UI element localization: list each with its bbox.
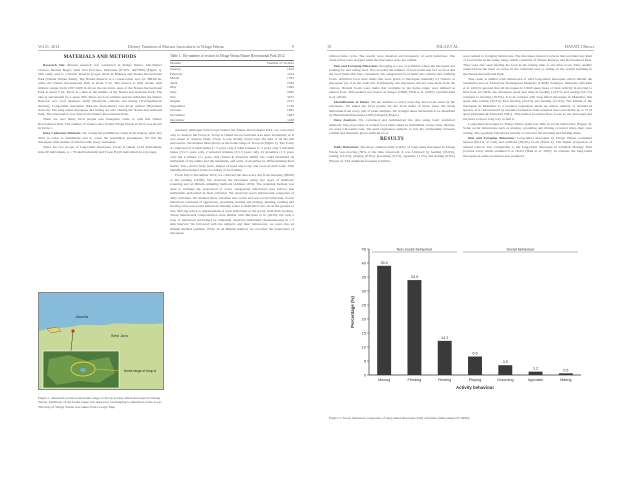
visitors-table bbox=[170, 60, 294, 123]
bar-value-label: 1.2 bbox=[532, 366, 539, 371]
section-title-methods: MATERIALS AND METHODS bbox=[63, 55, 137, 60]
y-tick-label: 5 bbox=[363, 358, 366, 364]
subheading-diet-foraging-2: Diet and Foraging Behaviour. bbox=[468, 135, 516, 140]
x-tick-label: Moving bbox=[378, 378, 391, 382]
table-cell-visitors: 1168 bbox=[214, 118, 294, 123]
table-cell-month: September bbox=[170, 103, 185, 108]
right-column-2 bbox=[463, 54, 592, 236]
table-cell-visitors: 1825 bbox=[287, 108, 294, 113]
table-cell-visitors: 2482 bbox=[287, 89, 294, 94]
header-page-number: 9 bbox=[291, 44, 294, 49]
figure-2-caption: Figure 2. Seven behaviour categories of long-tailed macaques daily activities (time budget N=4930). bbox=[329, 416, 470, 420]
left-column-2 bbox=[170, 54, 294, 434]
x-tick-label: Agonistic bbox=[527, 378, 544, 382]
table-cell-visitors: 1793 bbox=[287, 76, 294, 81]
table-cell-month: April bbox=[170, 80, 178, 85]
table-cell-month: January bbox=[170, 67, 181, 71]
table-cell-month: March bbox=[170, 76, 180, 81]
x-tick-label: Mating bbox=[560, 378, 572, 382]
paragraph-troop-a: assessed. Although both troops visited the Nature Recreational Park, we concerned only to observe the Troop A. Troop A visited the recreational area more frequently, so it was easier to observe them. Troop A was mostly found near the lake or in the hill surround it. We marked three places as the home range of Troop A (Figure 1). The Troop A composed of 9 adult males (> 5 years old), 8 adult females (> 5 years old), 5 subadult males (3.5-5 years old), 2 subadult females (3.5-5 years old), 21 juveniles (1-3 years old) and 2 infants (<1 years old) (Yusuf & Tsuchiva 2009). We could identified all individual of the adults and the subadults, and some of juveniles by differentiating their marks, hair colours body sizes, shapes of head and body, and scars in their body. This identification helped in the recording of food items. bbox=[170, 128, 294, 173]
bar-feeding bbox=[407, 280, 421, 375]
table-cell-visitors: 1730 bbox=[287, 103, 294, 108]
map-legend-label: Home range of troop A bbox=[124, 369, 157, 373]
group-label: Non-social behaviour bbox=[396, 247, 433, 252]
table-cell-visitors: 2157 bbox=[287, 99, 294, 104]
subheading-daily-behaviour: Daily Behaviour. bbox=[334, 145, 360, 150]
paragraph-foraging-related: were related to foraging behaviours. The macaques moved to places that provided any kind of food items in the home range which consisted of Nature Reserve and Recreational Park. They were also seen feeding the food in the resting time or rest after noon. They usually rested before the meal on rocks, in the cemented area or sitting on the vendor building in the Nature Recreational Park. bbox=[463, 54, 592, 76]
running-header bbox=[327, 44, 594, 51]
x-tick-label: Playing bbox=[468, 378, 482, 382]
bar-grooming bbox=[498, 365, 512, 375]
bar-resting bbox=[438, 341, 452, 375]
table-cell-visitors: 1104 bbox=[287, 71, 294, 76]
bar-value-label: 39.0 bbox=[380, 260, 388, 265]
bar-agonistic bbox=[529, 372, 543, 375]
table-cell-visitors: 1683 bbox=[287, 112, 294, 117]
paragraph-plants: We put number to every trees that have been eaten by the macaques. We asked the local people for the local name of those trees. We made herbarium from every part of plant samples. We brought those herbarium to be identified by Herbarium Bogoriense LIPI (Cibinong Bogor). bbox=[329, 99, 455, 118]
right-page bbox=[323, 40, 598, 438]
table-cell-month: July bbox=[170, 94, 176, 99]
paragraph-comparison: This result is similar with behaviours of wild long-tailed macaques which inhabit the residential area of University Kebangsaan Malaysia (UKM), Selangor, Malaysia. Md-Zain et al. (2010) reported that all macaques in UKM spent more of their activity in moving to find food. In UKM, the macaques spent less time in feeding (14.3%) and resting (16.1%) compare to moving (18.6%). It is in contrast with long-tailed macaques in Mauritius that spent time resting (32.2%) than moving (23.2%) and feeding (21.9%). The habitat of the macaques in Mauritius is a lowland vegetation made up almost entirely of introduced species. It is characterized by savanna formation with scattered trees and shrubs up to 75 m apart (Sussman & Tattersall 1981). This habitat provided more foods so the macaques did not need to move long way to find it. bbox=[463, 76, 592, 121]
header-journal: HAYATI J Biosci bbox=[564, 44, 594, 49]
behaviour-bar-chart bbox=[329, 239, 593, 409]
x-tick-label: Feeding bbox=[407, 378, 422, 382]
y-tick-label: 40 bbox=[361, 260, 366, 266]
bar-playing bbox=[468, 357, 482, 375]
paragraph-diet-proportions: Long-tailed macaques in Telaga Warna consumed natural (60.1% of total) and artificial (39.9%) foods (Table 2). The higher proportion of natural sources was comparable to the long-tailed macaques in Cibubak Monkey Park (Central Java) which obtained it at 76.4% (Hadi et al. 2007). In contrast, the long-tailed macaques in some recreation area preferred bbox=[463, 135, 592, 158]
y-tick-label: 15 bbox=[361, 330, 366, 336]
y-tick-label: 35 bbox=[361, 274, 366, 280]
paragraph-data-collection: We conducted preliminary study from January until July 2012 in order to familiarize and to count the population parameters. We fed the macaques with stumps of dried noodle every weekends. bbox=[38, 131, 162, 145]
table-cell-visitors: 3475 bbox=[287, 94, 294, 99]
figure-1-caption: Figure 1. Research location and home range of Troop A long-tailed macaques in Telaga Warna. Perimeter of the home range was drawn by overlapping localization of the troop. The map of Telaga Warna was taken from Google Map. bbox=[38, 396, 162, 409]
left-page bbox=[34, 40, 298, 438]
subheading-research-site: Research Site. bbox=[43, 63, 66, 68]
table-cell-visitors: 1994 bbox=[287, 85, 294, 90]
table-cell-month: February bbox=[170, 71, 183, 76]
paragraph-data-analysis: We calculated and summarized the data using basic statistical methods. The proportion of natural food items taken in Ramadhan versus other months, we used Chi-square test. We used regression analysis to test the relationship between rainfall and manually given artificial food. bbox=[329, 118, 455, 136]
table-row bbox=[170, 118, 294, 123]
subheading-diet-foraging: Diet and Foraging Behaviour. bbox=[334, 63, 379, 68]
table-cell-month: June bbox=[170, 89, 177, 94]
paragraph-social: Long-tailed macaques in Telaga Warna spent less time in social behaviours (Figure 2). Some social behaviours such as playing, grooming and mating occurred when they were resting. The agonistic behaviours usually occurred in the morning and feeding times. bbox=[463, 121, 592, 135]
right-column-1 bbox=[329, 54, 455, 236]
figure-2-chart bbox=[329, 239, 593, 409]
left-column-1 bbox=[38, 54, 162, 290]
map-graphic bbox=[39, 293, 164, 390]
running-header bbox=[38, 44, 294, 51]
map-region-label: West Java bbox=[111, 334, 128, 338]
header-volume: Vol 21, 2014 bbox=[38, 44, 60, 49]
bar-value-label: 6.6 bbox=[472, 351, 478, 356]
bar-value-label: 33.9 bbox=[410, 275, 419, 280]
x-axis-title: Activity behaviour bbox=[455, 385, 495, 390]
table-cell-month: December bbox=[170, 118, 214, 123]
y-tick-label: 10 bbox=[361, 344, 366, 350]
paragraph-diet-foraging: Foraging is a set of activities where the macaques are looking for and eating food. We recorded the number of food items that fed on food and the food items that they consumed. We categorized food items into natural and artificial foods. Artificial food were items that were given to macaques manually by visitors or macaques got it in the trash bin. Incidentally, the macaques did not take them from the visitors. Natural foods were items that available in the home range were defined as natural food. This method was based on Yeager (1996), Hadi et al. (2007), and Md-Zain et al. (2010). bbox=[329, 63, 455, 99]
table-cell-month: October bbox=[170, 108, 182, 113]
paragraph-visitors: There are also many local people and foreigners come to visit this Nature Recreational Park. The number of visitors who visited Telaga Warna in 2012 was shown in Table 1. bbox=[38, 117, 162, 131]
table-header-visitors: Number of Visitors bbox=[214, 61, 294, 67]
bar-mating bbox=[559, 373, 573, 375]
paragraph-observation-methods: From July to November 2012, we collected the data every day from morning (06:00) to the evening (16:00). We observed the macaques using two types of methods: scanning and ad libitum sampling methods (Altman 1974). The scanning method was used to estimate the proportion of every categorized behaviours (see below) that individuals performed in their activities. We observed seven behavioural categories of daily activities. We divided those activities into social and non-social behaviour. Social behaviour consisted of aggressive, grooming, mating and playing. Resting, feeding and moving were non-social behaviour. Resting refers to individual who sit on the ground or tree. Moving refers to displacement of each individual or the group from their position. Those behavioural categorization were similar with Md-Zain et al. (2010). We took a scan of behaviour performed by randomly observed individual (instantaneous) in a 5 min interval. We followed with the subjects and their behaviours, we used also ad libitum method (Altman 1974). In ad libitum method, we recorded the behaviours of macaques bbox=[170, 173, 294, 236]
research-location-map bbox=[38, 292, 164, 390]
map-sea-label: Jakarta bbox=[75, 314, 89, 319]
y-axis-title: Percentage (%) bbox=[350, 296, 355, 328]
subheading-plants: Identification of Plants. bbox=[334, 99, 370, 104]
paragraph-daily-behaviour: The most common daily activity of long-tailed macaques in Telaga Warna was moving (39% of the time observed). It was followed by feeding (33.9%), resting (12.2%), playing (6.6%), grooming (3.5%), agonistic (1.2%) and mating (0.6%) (Figure 2). The dominant frequent activities bbox=[329, 145, 455, 163]
paragraph-research-site: Present research was conducted in Telaga Warna, Sub-district Cisarua, District Bogor, West Java Province, Indonesia (6°42'S, 106°58'E) (Figure 1). This study area is a Nature Reserve (Cagar Alam in Bahasa) and Nature Recreational Park (Taman Wisata Alam). The Nature Reserve is a conservation area for 368.66 ha, while the Nature Recreational Park is about 5 ha. The reserve is hilly terrain with altitude ranges from 1387-1600 m above the sea level. Area of the Nature Recreational Park is about 5 ha. There is a lake in the middle of the Nature Recreational Park. The lake is surrounded by a steep cliff. There are four primate species inhabited the Nature Reserve: two Leaf monkeys Surili (Presbytis comata) and lutung (Trachypithecus auratus), Long-tailed macaques (Macaca fascicularis) and Javan gibbon (Hylobates moloch). The long-tailed macaques and lutung are also visiting the Nature Recreational Park. The observation was done in the Nature Recreational Park. bbox=[38, 63, 162, 117]
header-authors: NILA ET AL. bbox=[436, 44, 460, 49]
bar-value-label: 12.2 bbox=[441, 335, 449, 340]
paragraph-continued: without time cycle. The results were duration and frequency of each behaviour. The observation were stopped when the macaques were not visible. bbox=[329, 54, 455, 63]
table-cell-visitors: 1619 bbox=[287, 67, 294, 71]
y-tick-label: 25 bbox=[361, 302, 366, 308]
table-cell-month: November bbox=[170, 112, 185, 117]
y-tick-label: 0 bbox=[363, 372, 366, 378]
subheading-data-analysis: Data Analysis. bbox=[334, 118, 357, 123]
bar-moving bbox=[377, 266, 391, 375]
paragraph-troops: There are two troops of long-tailed macaques, Troop A (mean n=43 individuals, min=30 individuals, n = 79 adult/subadult) and Troop B (20 individuals in 4 groups). bbox=[38, 145, 162, 154]
y-tick-label: 30 bbox=[361, 288, 366, 294]
y-tick-label: 45 bbox=[361, 246, 366, 252]
table-cell-visitors: 2764 bbox=[287, 80, 294, 85]
table-cell-month: May bbox=[170, 85, 177, 90]
x-tick-label: Grooming bbox=[496, 378, 514, 382]
header-page-number: 10 bbox=[327, 44, 332, 49]
group-label: Social behaviour bbox=[506, 247, 535, 252]
table-header-months: Months bbox=[170, 61, 214, 67]
header-title: Dietary Variation of Macaca fascicularis in Telaga Warna bbox=[127, 44, 224, 49]
subheading-data-collection: Data Collection Methods. bbox=[43, 131, 82, 136]
section-title-results: RESULTS bbox=[380, 136, 404, 142]
table-cell-month: August bbox=[170, 99, 181, 104]
x-tick-label: Resting bbox=[438, 378, 452, 382]
bar-value-label: 3.5 bbox=[502, 360, 508, 365]
y-tick-label: 20 bbox=[361, 316, 366, 322]
bar-value-label: 0.6 bbox=[563, 368, 569, 373]
table-1-title: Table 1. The number of visitors in Telaga Warna Nature Recreational Park 2012 bbox=[170, 54, 285, 58]
